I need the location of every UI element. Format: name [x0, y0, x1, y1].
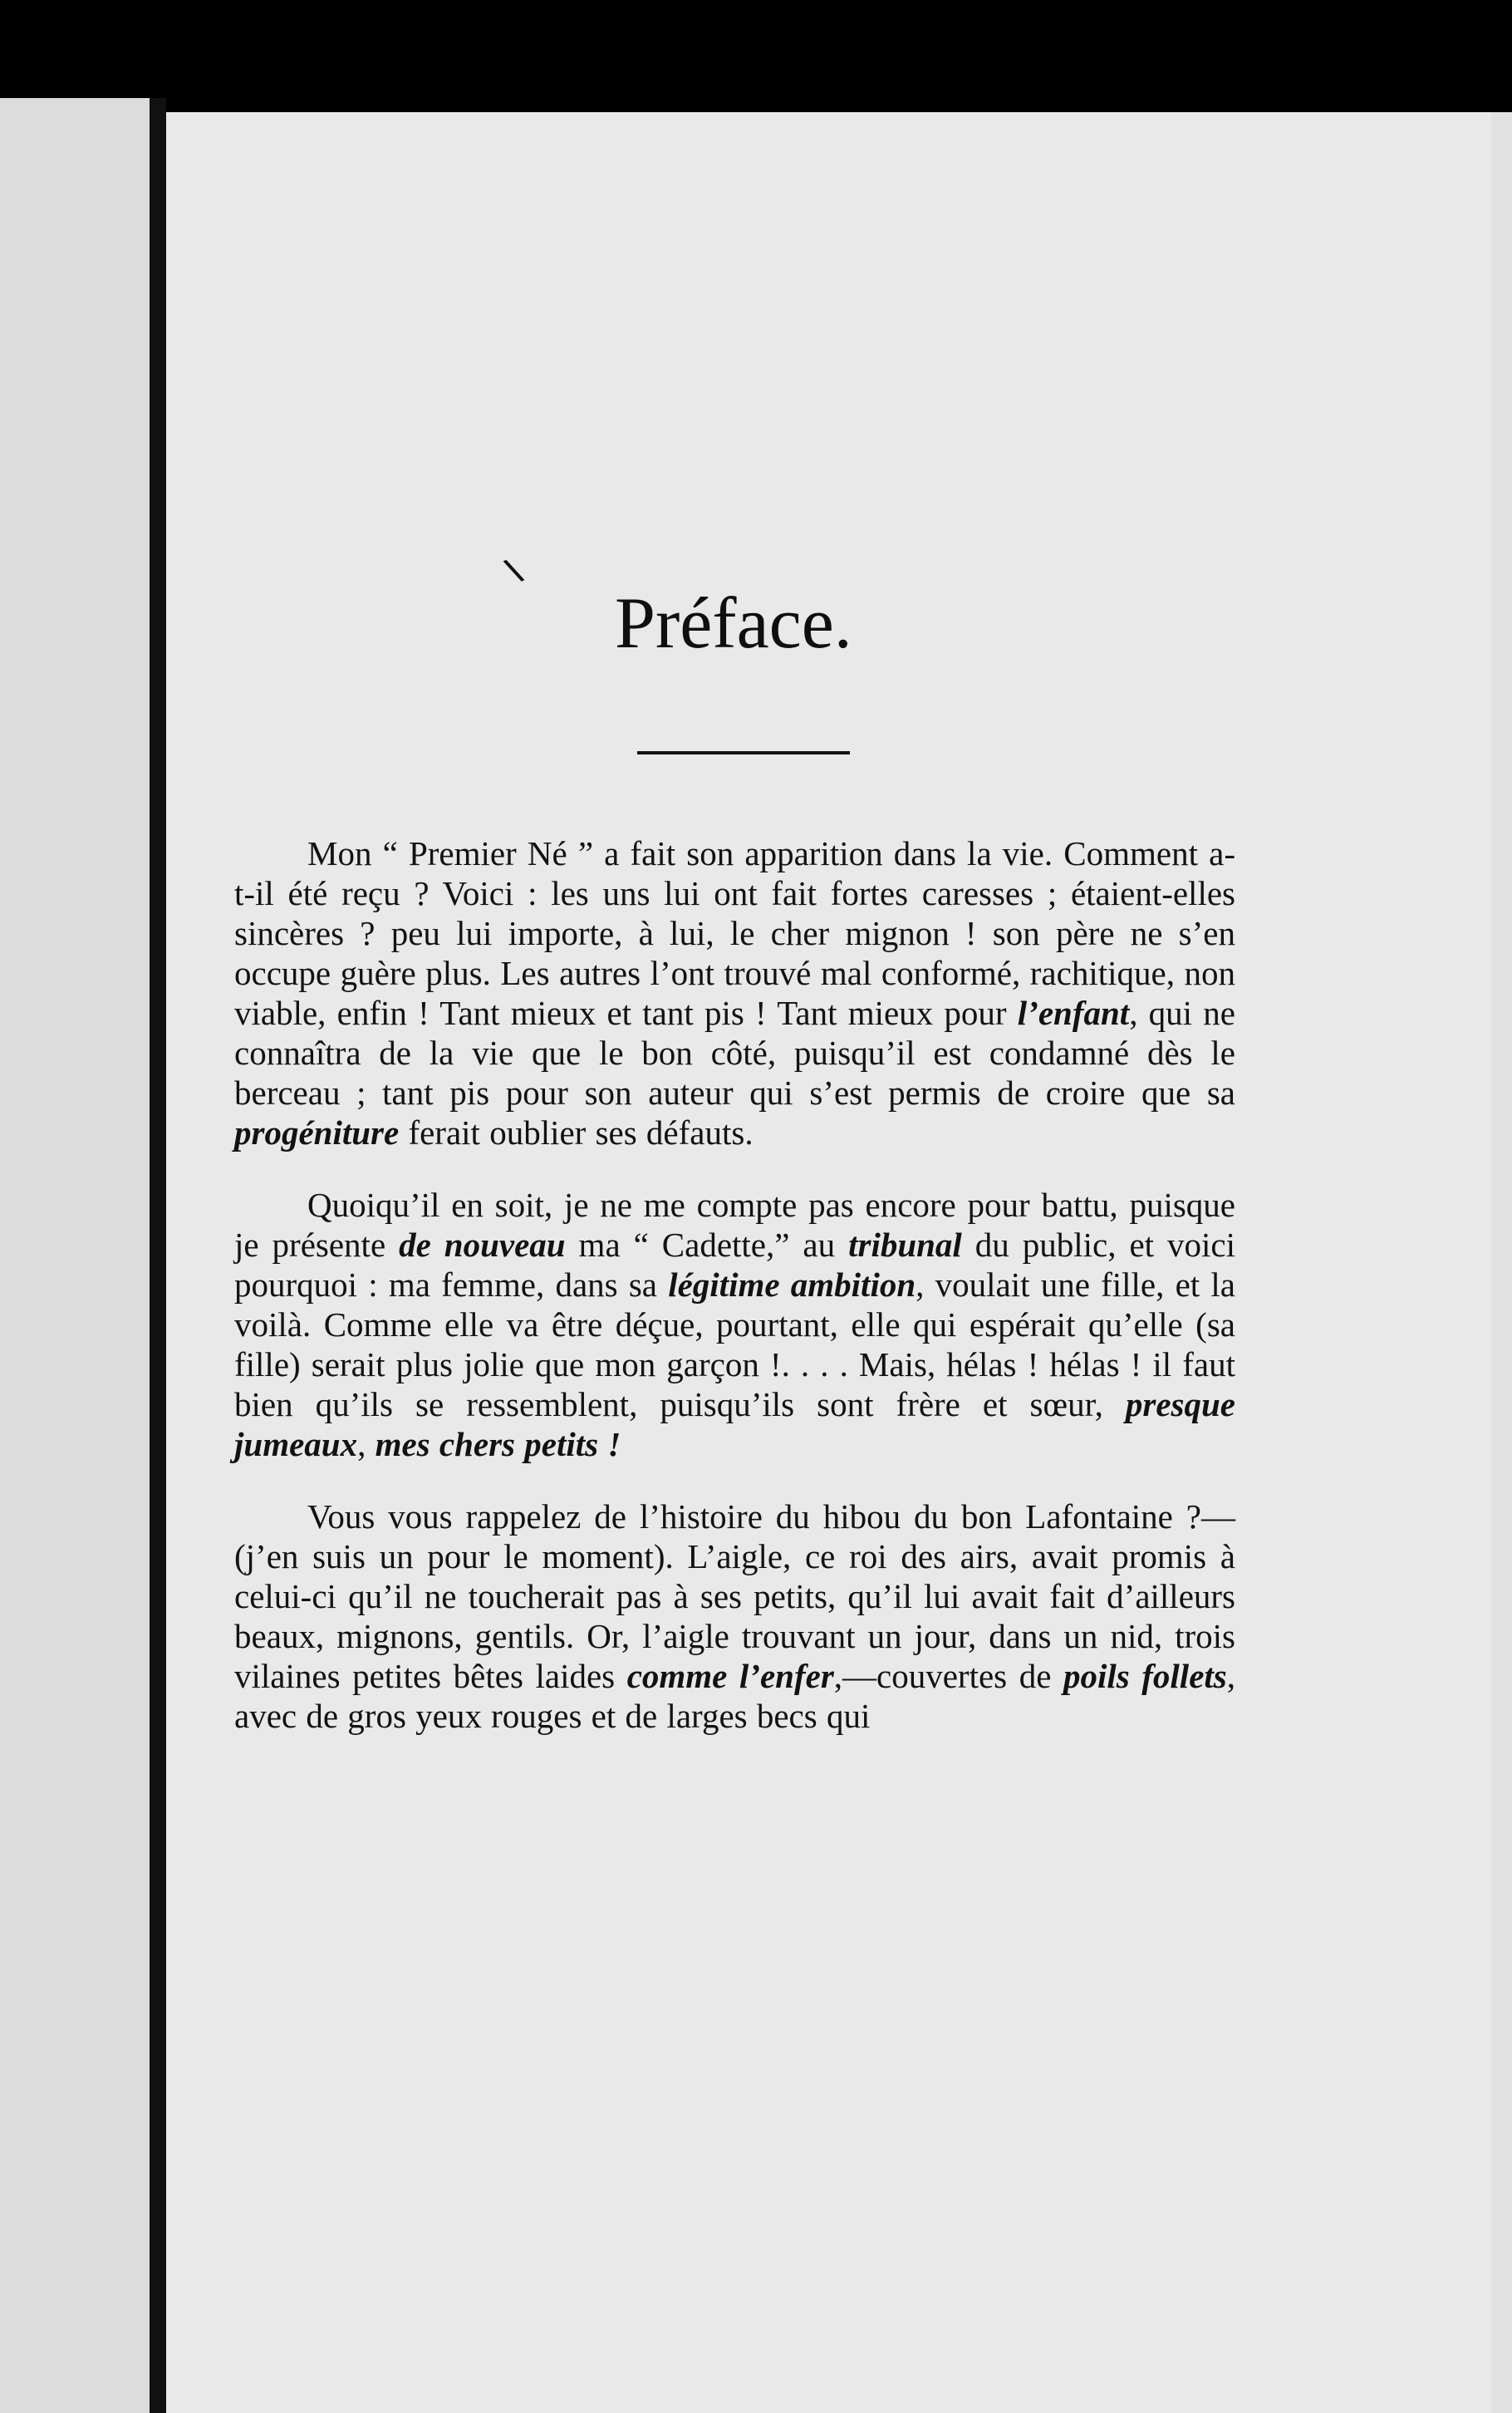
page-right-edge	[1491, 112, 1512, 2413]
text-run: ,	[357, 1425, 376, 1463]
book-gutter	[150, 98, 166, 2413]
left-page-edge	[0, 98, 150, 2413]
page-title: Préface.	[615, 583, 852, 664]
text-run: du public, et voici pourquoi : ma femme, dans sa	[234, 1226, 1235, 1304]
italic-text-run: progéniture	[234, 1113, 400, 1152]
text-run: , voulait une fille, et la voilà. Comme elle va être déçue, pourtant, elle qui espérait qu’elle (sa fille) serait plus jolie que mon garçon !. . . . Mais, hélas ! hélas ! il faut bien qu’ils se ressemblent, puisqu’ils sont frère et sœur,	[234, 1265, 1235, 1423]
paragraph	[234, 833, 1235, 1152]
italic-text-run: poils follets	[1063, 1657, 1227, 1695]
text-run: ,—couvertes de	[833, 1657, 1063, 1695]
italic-text-run: presque jumeaux	[234, 1385, 1235, 1463]
preface-body	[234, 833, 1235, 1736]
text-run: , qui ne connaîtra de la vie que le bon côté, puisqu’il est condamné dès le berceau ; tant pis pour son auteur qui s’est permis de croire que sa	[234, 994, 1235, 1112]
text-run: ferait oublier ses défauts.	[399, 1113, 754, 1152]
paragraph	[234, 1185, 1235, 1464]
text-run: , avec de gros yeux rouges et de larges becs qui	[234, 1657, 1235, 1735]
title-rule	[637, 751, 850, 754]
text-run: Mon “ Premier Né ” a fait son apparition dans la vie. Comment a-t-il été reçu ? Voici : les uns lui ont fait fortes caresses ; étaient-elles sincères ? peu lui importe, à lui, le cher mignon ! son père ne s’en occupe guère plus. Les autres l’ont trouvé mal conformé, rachitique, non viable, enfin ! Tant mieux et tant pis ! Tant mieux pour	[234, 834, 1235, 1032]
text-run: Vous vous rappelez de l’histoire du hibou du bon Lafontaine ?—(j’en suis un pour le moment). L’aigle, ce roi des airs, avait promis à celui-ci qu’il ne toucherait pas à ses petits, qu’il lui avait fait d’ailleurs beaux, mignons, gentils. Or, l’aigle trouvant un jour, dans un nid, trois vilaines petites bêtes laides	[234, 1497, 1235, 1695]
text-run: Quoiqu’il en soit, je ne me compte pas encore pour battu, puisque je présente	[234, 1186, 1235, 1264]
italic-text-run: comme l’enfer	[626, 1657, 834, 1695]
italic-text-run: mes chers petits !	[375, 1425, 621, 1463]
italic-text-run: de nouveau	[399, 1226, 566, 1264]
text-run: ma “ Cadette,” au	[565, 1226, 849, 1264]
italic-text-run: tribunal	[848, 1226, 962, 1264]
paragraph	[234, 1496, 1235, 1736]
italic-text-run: l’enfant	[1017, 994, 1130, 1032]
stray-ink-mark: \	[500, 550, 527, 589]
italic-text-run: légitime ambition	[668, 1265, 916, 1304]
